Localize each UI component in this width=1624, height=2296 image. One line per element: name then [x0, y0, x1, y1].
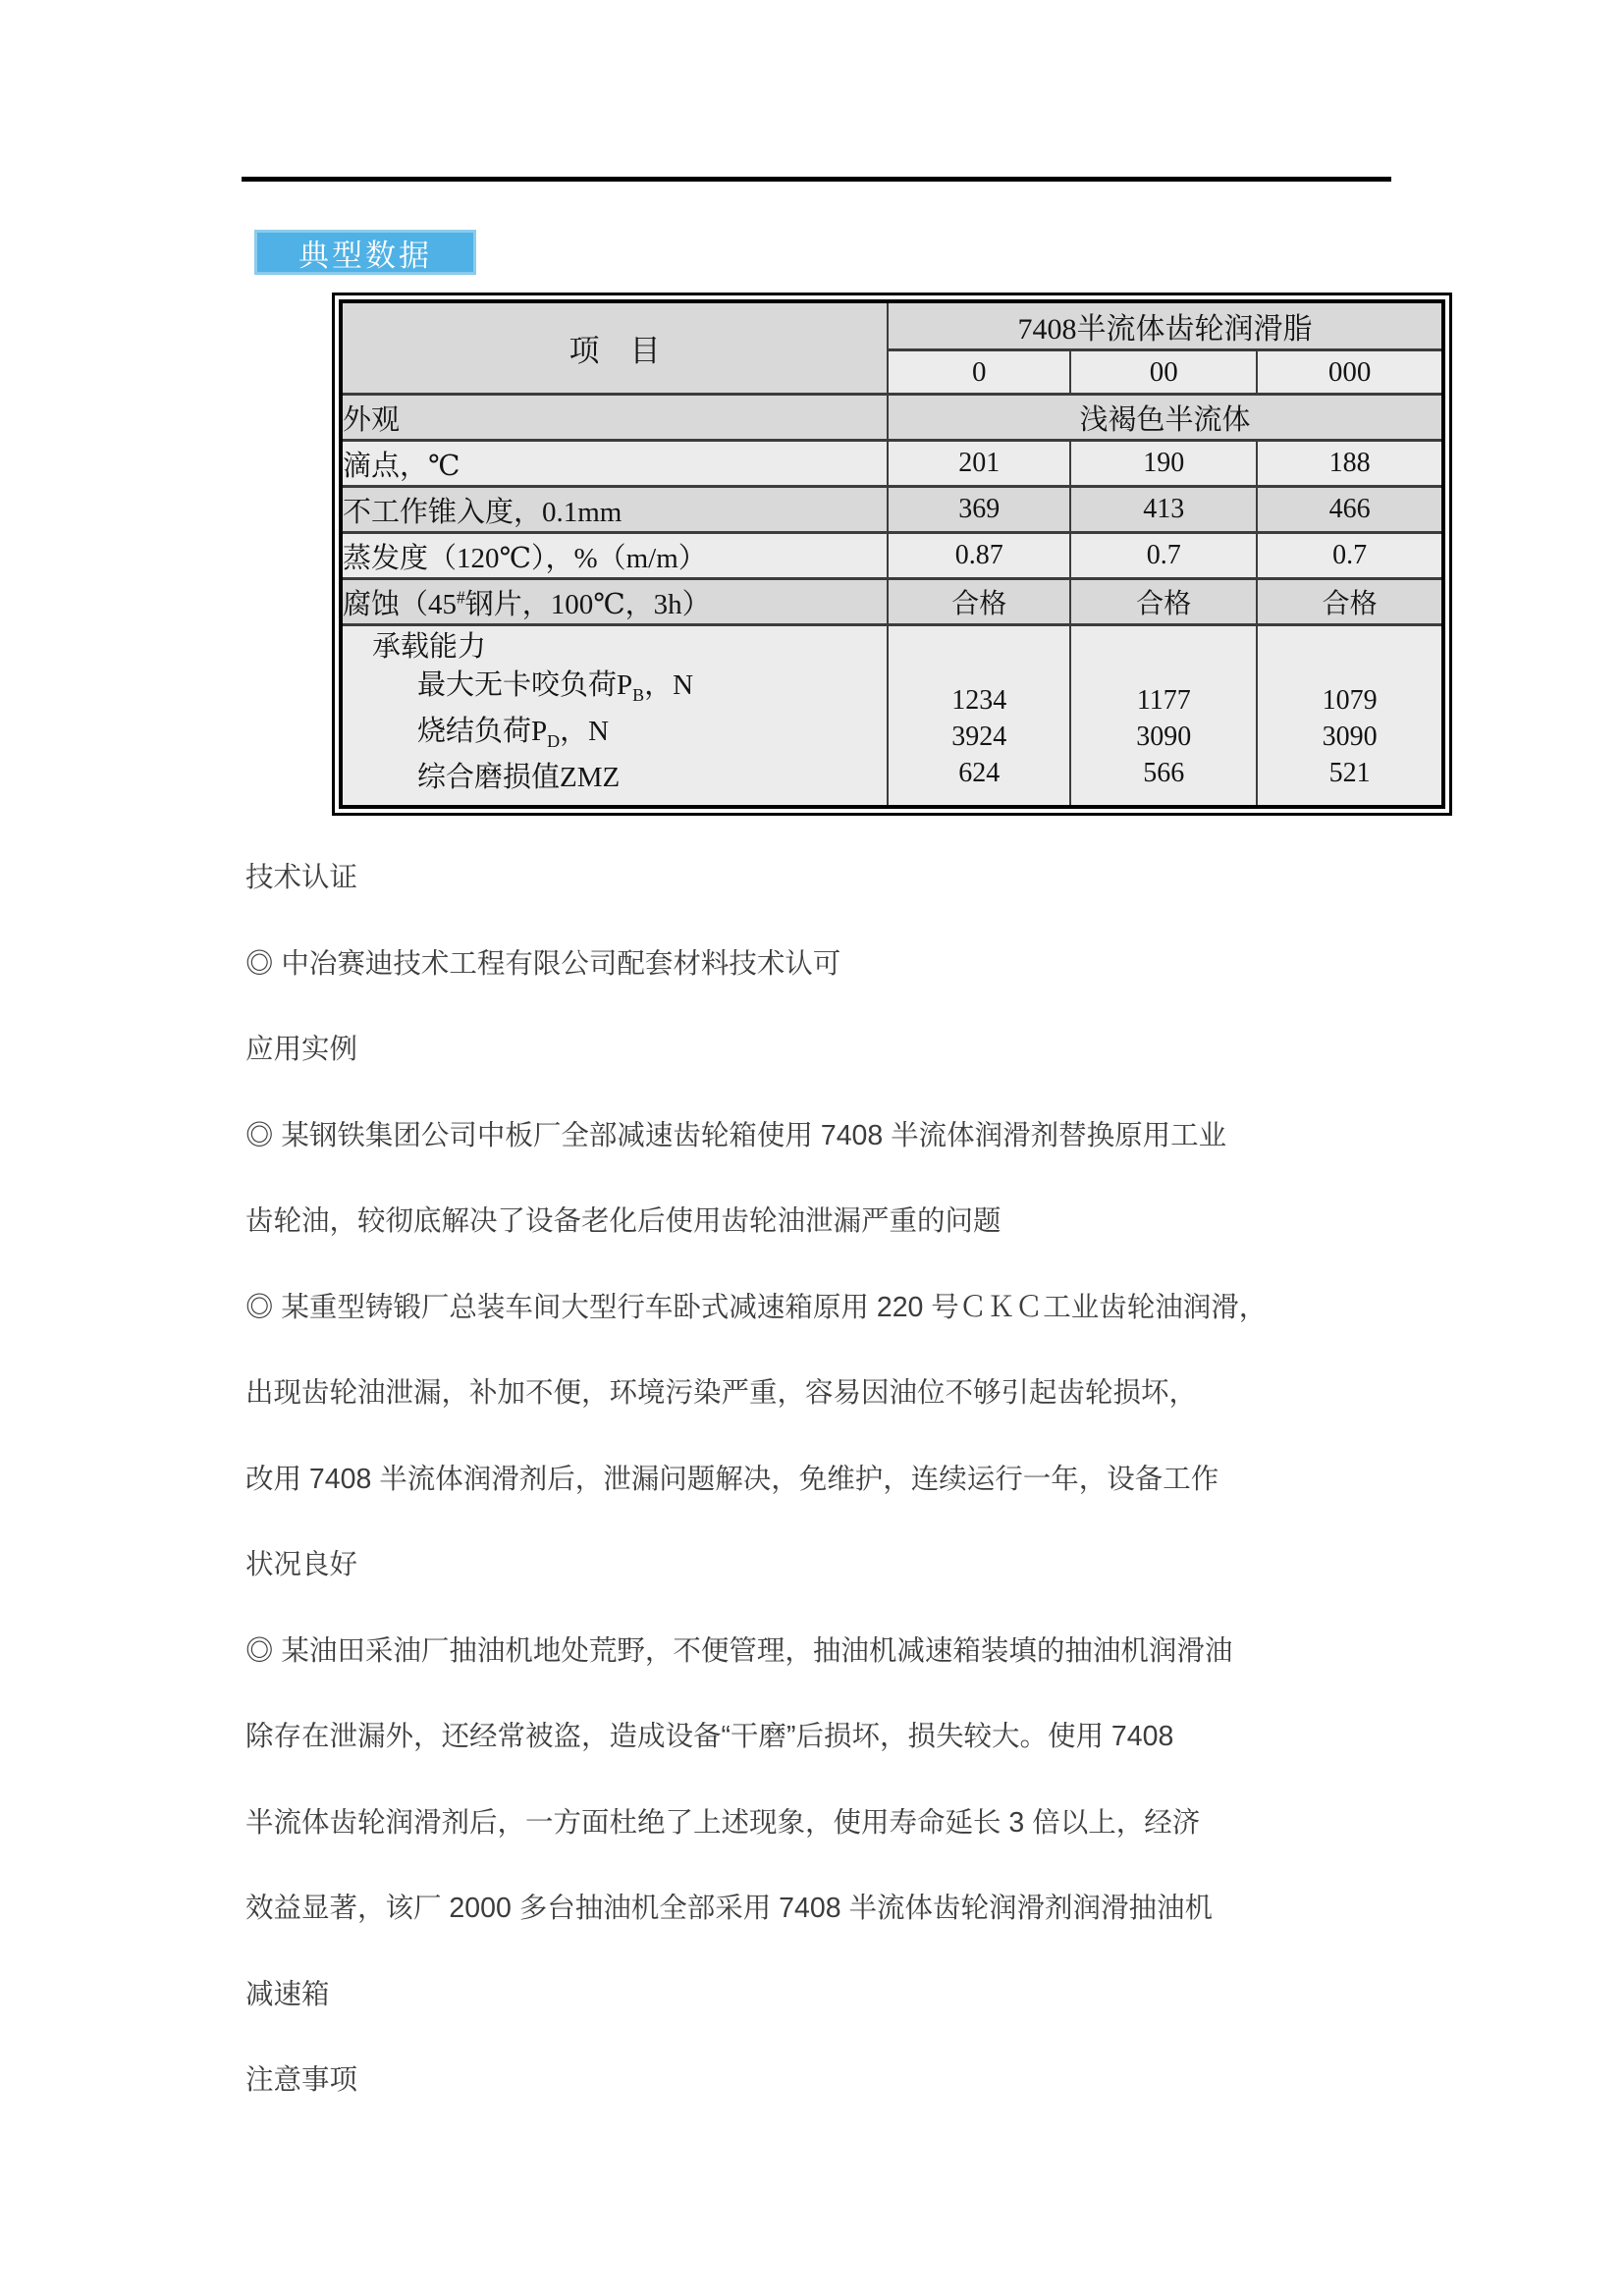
header-cell-item: 项 目 — [341, 301, 888, 395]
body-line: ◎ 某重型铸锻厂总装车间大型行车卧式减速箱原用 220 号ＣＫＣ工业齿轮油润滑， — [245, 1291, 1268, 1323]
load-value: 3924 — [951, 721, 1007, 752]
load-item-label-1: 烧结负荷$P_D$，N — [417, 715, 610, 751]
cell-appearance-value: 浅褐色半流体 — [888, 395, 1443, 441]
body-heading-applications: 应用实例 — [245, 1034, 358, 1065]
cell-evaporation-label: 蒸发度（120℃），%（m/m） — [341, 533, 888, 579]
table-row-penetration — [341, 487, 1443, 533]
body-line: 除存在泄漏外，还经常被盗，造成设备“干磨”后损坏，损失较大。使用 7408 — [245, 1721, 1174, 1752]
cell-drop-point-label: 滴点，℃ — [341, 441, 888, 487]
load-value: 624 — [958, 757, 1001, 788]
load-item-label-0: 最大无卡咬负荷$P_B$，N — [417, 669, 694, 705]
cell-penetration-00: 413 — [1070, 487, 1257, 533]
cell-corrosion-000: 合格 — [1257, 579, 1443, 625]
body-text — [245, 835, 1443, 2124]
load-value: 1079 — [1322, 684, 1378, 716]
section-badge-typical-data — [254, 230, 476, 275]
cell-corrosion-0: 合格 — [888, 579, 1070, 625]
load-value: 3090 — [1136, 721, 1192, 752]
cell-evaporation-000: 0.7 — [1257, 533, 1443, 579]
cell-penetration-label: 不工作锥入度，0.1mm — [341, 487, 888, 533]
corrosion-label-post: 钢片，100℃，3h） — [464, 588, 711, 620]
top-divider — [242, 177, 1391, 182]
cell-evaporation-00: 0.7 — [1070, 533, 1257, 579]
cell-evaporation-0: 0.87 — [888, 533, 1070, 579]
load-item-label-2: 综合磨损值ZMZ — [417, 761, 621, 793]
cell-penetration-000: 466 — [1257, 487, 1443, 533]
body-line: 效益显著，该厂 2000 多台抽油机全部采用 7408 半流体齿轮润滑剂润滑抽油机 — [245, 1893, 1213, 1924]
cell-load-values-000 — [1257, 625, 1443, 808]
cell-load-values-00 — [1070, 625, 1257, 808]
spec-table — [339, 299, 1445, 809]
load-value: 566 — [1143, 757, 1185, 788]
body-heading-precautions: 注意事项 — [245, 2064, 358, 2096]
body-line: 改用 7408 半流体润滑剂后，泄漏问题解决，免维护，连续运行一年，设备工作 — [245, 1463, 1219, 1495]
load-title: 承载能力 — [372, 631, 487, 663]
header-cell-grade-00: 00 — [1070, 350, 1257, 395]
body-line: 减速箱 — [245, 1978, 330, 2010]
table-row-drop-point — [341, 441, 1443, 487]
body-line: 半流体齿轮润滑剂后，一方面杜绝了上述现象，使用寿命延长 3 倍以上，经济 — [245, 1806, 1201, 1839]
cell-drop-point-00: 190 — [1070, 441, 1257, 487]
cell-load-labels — [341, 625, 888, 808]
corrosion-label-sup: # — [457, 586, 465, 607]
table-row-appearance — [341, 395, 1443, 441]
table-row-corrosion — [341, 579, 1443, 625]
body-line: 出现齿轮油泄漏，补加不便，环境污染严重，容易因油位不够引起齿轮损坏， — [245, 1377, 1198, 1409]
table-row-header — [341, 301, 1443, 350]
header-cell-grade-0: 0 — [888, 350, 1070, 395]
table-row-evaporation — [341, 533, 1443, 579]
body-line: ◎ 中冶赛迪技术工程有限公司配套材料技术认可 — [245, 947, 841, 980]
corrosion-label-pre: 腐蚀（45 — [343, 588, 458, 620]
body-line: ◎ 某钢铁集团公司中板厂全部减速齿轮箱使用 7408 半流体润滑剂替换原用工业 — [245, 1119, 1227, 1151]
cell-drop-point-000: 188 — [1257, 441, 1443, 487]
load-value: 521 — [1328, 757, 1371, 788]
body-line: ◎ 某油田采油厂抽油机地处荒野，不便管理，抽油机减速箱装填的抽油机润滑油 — [245, 1634, 1233, 1667]
body-heading-certification: 技术认证 — [245, 862, 358, 893]
cell-corrosion-00: 合格 — [1070, 579, 1257, 625]
spec-table-wrapper — [332, 293, 1452, 816]
body-line: 状况良好 — [245, 1549, 358, 1580]
header-cell-grade-000: 000 — [1257, 350, 1443, 395]
cell-corrosion-label — [341, 579, 888, 625]
load-value: 1234 — [951, 684, 1007, 716]
table-row-load-capacity — [341, 625, 1443, 808]
load-value: 1177 — [1136, 684, 1191, 716]
section-badge-label: 典型数据 — [298, 238, 432, 273]
cell-penetration-0: 369 — [888, 487, 1070, 533]
cell-load-values-0 — [888, 625, 1070, 808]
cell-drop-point-0: 201 — [888, 441, 1070, 487]
load-value: 3090 — [1322, 721, 1378, 752]
cell-appearance-label: 外观 — [341, 395, 888, 441]
header-cell-product: 7408半流体齿轮润滑脂 — [888, 301, 1443, 350]
body-line: 齿轮油，较彻底解决了设备老化后使用齿轮油泄漏严重的问题 — [245, 1205, 1001, 1237]
